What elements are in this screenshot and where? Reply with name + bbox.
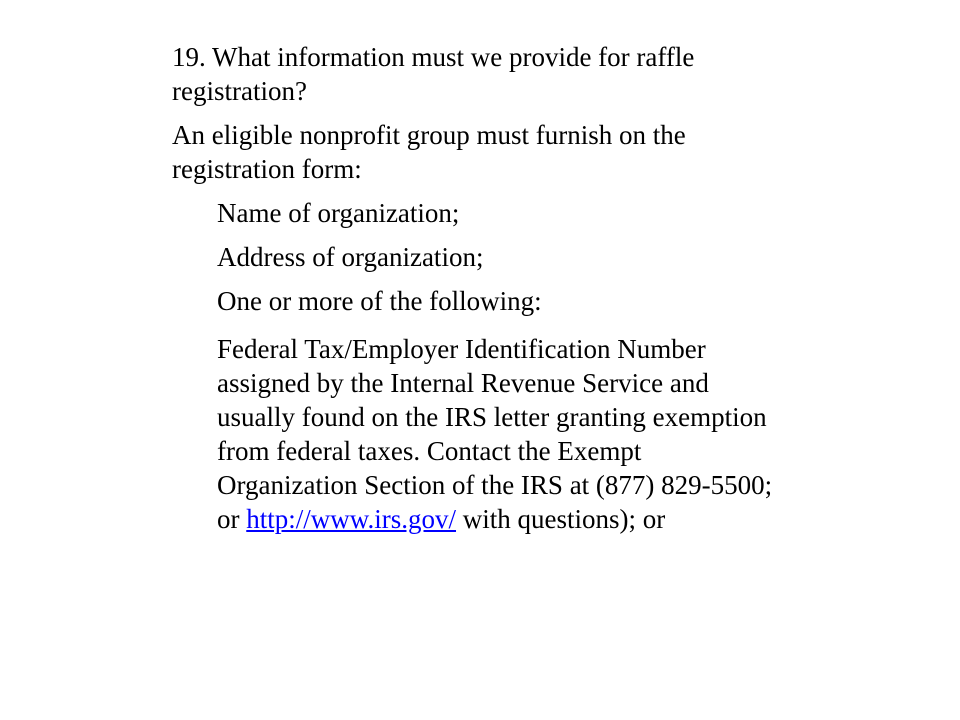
intro-paragraph: An eligible nonprofit group must furnish on the registration form: [172, 120, 686, 184]
tax-id-suffix: with questions); or [462, 504, 666, 534]
list-item-name: Name of organization; [217, 198, 460, 228]
document-body [172, 40, 772, 536]
question-heading: 19. What information must we provide for raffle registration? [172, 42, 695, 106]
tax-id-paragraph [217, 332, 777, 536]
irs-website-link[interactable]: http://www.irs.gov/ [246, 504, 457, 534]
tax-id-text: Federal Tax/Employer Identification Number assigned by the Internal Revenue Service and usually found on the IRS letter granting exemption from federal taxes. Contact the Exempt Organization Section of the IRS at (877) 829-5500; or [217, 334, 773, 534]
list-item-following: One or more of the following: [217, 286, 542, 316]
list-item-address: Address of organization; [217, 242, 484, 272]
